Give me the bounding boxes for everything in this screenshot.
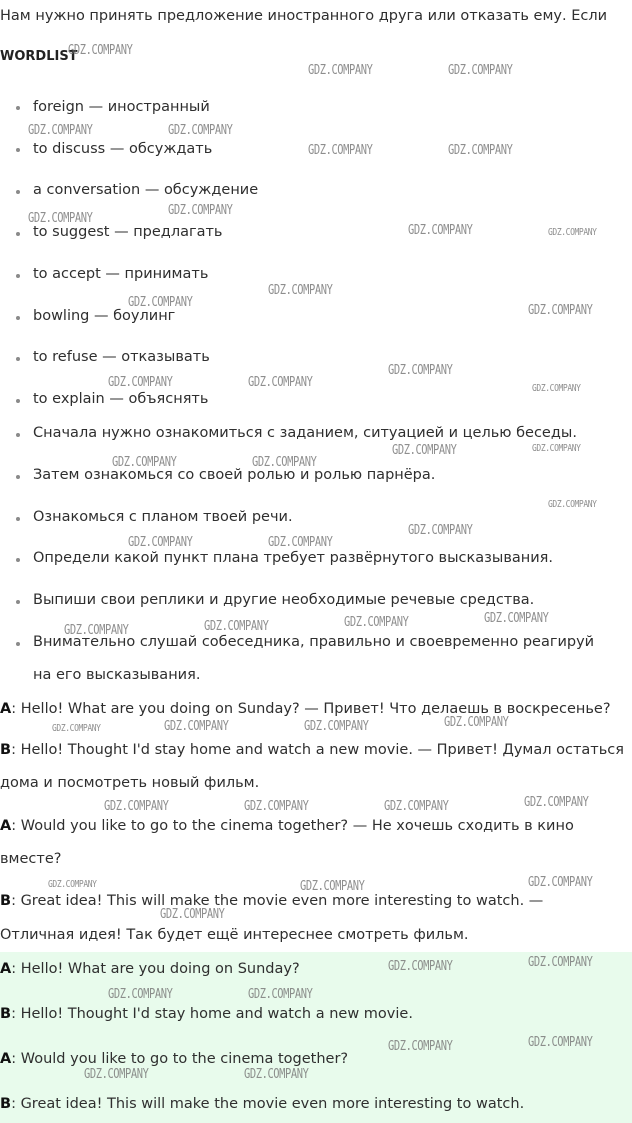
watermark: GDZ.COMPANY [268, 283, 333, 298]
word-item: to suggest — предлагать [33, 224, 223, 240]
watermark: GDZ.COMPANY [548, 499, 597, 510]
tip-item: Сначала нужно ознакомиться с заданием, ситуацией и целью беседы. [33, 425, 577, 441]
watermark: GDZ.COMPANY [344, 615, 409, 630]
watermark: GDZ.COMPANY [528, 875, 593, 890]
word-item: to explain — объяснять [33, 391, 209, 407]
watermark: GDZ.COMPANY [52, 723, 101, 734]
bullet-icon [16, 517, 20, 521]
watermark: GDZ.COMPANY [388, 1039, 453, 1054]
dialogue-line-continuation: Отличная идея! Так будет ещё интереснее смотреть фильм. [0, 927, 469, 943]
watermark: GDZ.COMPANY [392, 443, 457, 458]
bullet-icon [16, 433, 20, 437]
watermark: GDZ.COMPANY [528, 1035, 593, 1050]
tip-item-continuation: на его высказывания. [33, 667, 201, 683]
bullet-icon [16, 642, 20, 646]
watermark: GDZ.COMPANY [104, 799, 169, 814]
watermark: GDZ.COMPANY [528, 303, 593, 318]
bullet-icon [16, 190, 20, 194]
watermark: GDZ.COMPANY [164, 719, 229, 734]
word-item: a conversation — обсуждение [33, 182, 259, 198]
watermark: GDZ.COMPANY [168, 203, 233, 218]
watermark: GDZ.COMPANY [384, 799, 449, 814]
answer-line: A: Would you like to go to the cinema together? [0, 1051, 349, 1067]
watermark: GDZ.COMPANY [308, 63, 373, 78]
tip-item: Выпиши свои реплики и другие необходимые речевые средства. [33, 592, 535, 608]
word-item: to discuss — обсуждать [33, 141, 213, 157]
watermark: GDZ.COMPANY [484, 611, 549, 626]
intro-text: Нам нужно принять предложение иностранного друга или отказать ему. Если [0, 8, 608, 24]
watermark: GDZ.COMPANY [160, 907, 225, 922]
bullet-icon [16, 232, 20, 236]
dialogue-line-continuation: вместе? [0, 851, 62, 867]
watermark: GDZ.COMPANY [108, 987, 173, 1002]
watermark: GDZ.COMPANY [408, 523, 473, 538]
tip-item: Затем ознакомься со своей ролью и ролью парнёра. [33, 467, 436, 483]
watermark: GDZ.COMPANY [444, 715, 509, 730]
watermark: GDZ.COMPANY [528, 955, 593, 970]
watermark: GDZ.COMPANY [204, 619, 269, 634]
dialogue-line-continuation: дома и посмотреть новый фильм. [0, 775, 260, 791]
watermark: GDZ.COMPANY [112, 455, 177, 470]
bullet-icon [16, 148, 20, 152]
bullet-icon [16, 316, 20, 320]
dialogue-line: A: Hello! What are you doing on Sunday? — Привет! Что делаешь в воскресенье? [0, 701, 611, 717]
bullet-icon [16, 475, 20, 479]
watermark: GDZ.COMPANY [48, 879, 97, 890]
watermark: GDZ.COMPANY [524, 795, 589, 810]
bullet-icon [16, 558, 20, 562]
dialogue-line: A: Would you like to go to the cinema together? — Не хочешь сходить в кино [0, 818, 574, 834]
answer-line: A: Hello! What are you doing on Sunday? [0, 961, 300, 977]
watermark: GDZ.COMPANY [388, 363, 453, 378]
watermark: GDZ.COMPANY [84, 1067, 149, 1082]
watermark: GDZ.COMPANY [68, 43, 133, 58]
bullet-icon [16, 357, 20, 361]
watermark: GDZ.COMPANY [408, 223, 473, 238]
watermark: GDZ.COMPANY [168, 123, 233, 138]
watermark: GDZ.COMPANY [388, 959, 453, 974]
watermark: GDZ.COMPANY [268, 535, 333, 550]
watermark: GDZ.COMPANY [548, 227, 597, 238]
word-item: bowling — боулинг [33, 308, 176, 324]
watermark: GDZ.COMPANY [248, 375, 313, 390]
wordlist-heading: WORDLIST [0, 49, 78, 64]
answer-line: B: Hello! Thought I'd stay home and watch a new movie. [0, 1006, 413, 1022]
tip-item: Внимательно слушай собеседника, правильно и своевременно реагируй [33, 634, 595, 650]
watermark: GDZ.COMPANY [252, 455, 317, 470]
watermark: GDZ.COMPANY [28, 211, 93, 226]
watermark: GDZ.COMPANY [304, 719, 369, 734]
watermark: GDZ.COMPANY [448, 143, 513, 158]
answer-line: B: Great idea! This will make the movie even more interesting to watch. [0, 1096, 525, 1112]
watermark: GDZ.COMPANY [244, 1067, 309, 1082]
watermark: GDZ.COMPANY [128, 535, 193, 550]
watermark: GDZ.COMPANY [532, 383, 581, 394]
tip-item: Определи какой пункт плана требует развёрнутого высказывания. [33, 550, 553, 566]
watermark: GDZ.COMPANY [448, 63, 513, 78]
watermark: GDZ.COMPANY [532, 443, 581, 454]
dialogue-line: B: Hello! Thought I'd stay home and watch a new movie. — Привет! Думал остаться [0, 742, 624, 758]
dialogue-line: B: Great idea! This will make the movie even more interesting to watch. — [0, 893, 544, 909]
bullet-icon [16, 399, 20, 403]
watermark: GDZ.COMPANY [64, 623, 129, 638]
watermark: GDZ.COMPANY [28, 123, 93, 138]
bullet-icon [16, 106, 20, 110]
watermark: GDZ.COMPANY [108, 375, 173, 390]
word-item: to accept — принимать [33, 266, 209, 282]
watermark: GDZ.COMPANY [248, 987, 313, 1002]
tip-item: Ознакомься с планом твоей речи. [33, 509, 293, 525]
watermark: GDZ.COMPANY [244, 799, 309, 814]
word-item: foreign — иностранный [33, 99, 210, 115]
watermark: GDZ.COMPANY [300, 879, 365, 894]
bullet-icon [16, 600, 20, 604]
watermark: GDZ.COMPANY [308, 143, 373, 158]
bullet-icon [16, 274, 20, 278]
watermark: GDZ.COMPANY [128, 295, 193, 310]
word-item: to refuse — отказывать [33, 349, 210, 365]
